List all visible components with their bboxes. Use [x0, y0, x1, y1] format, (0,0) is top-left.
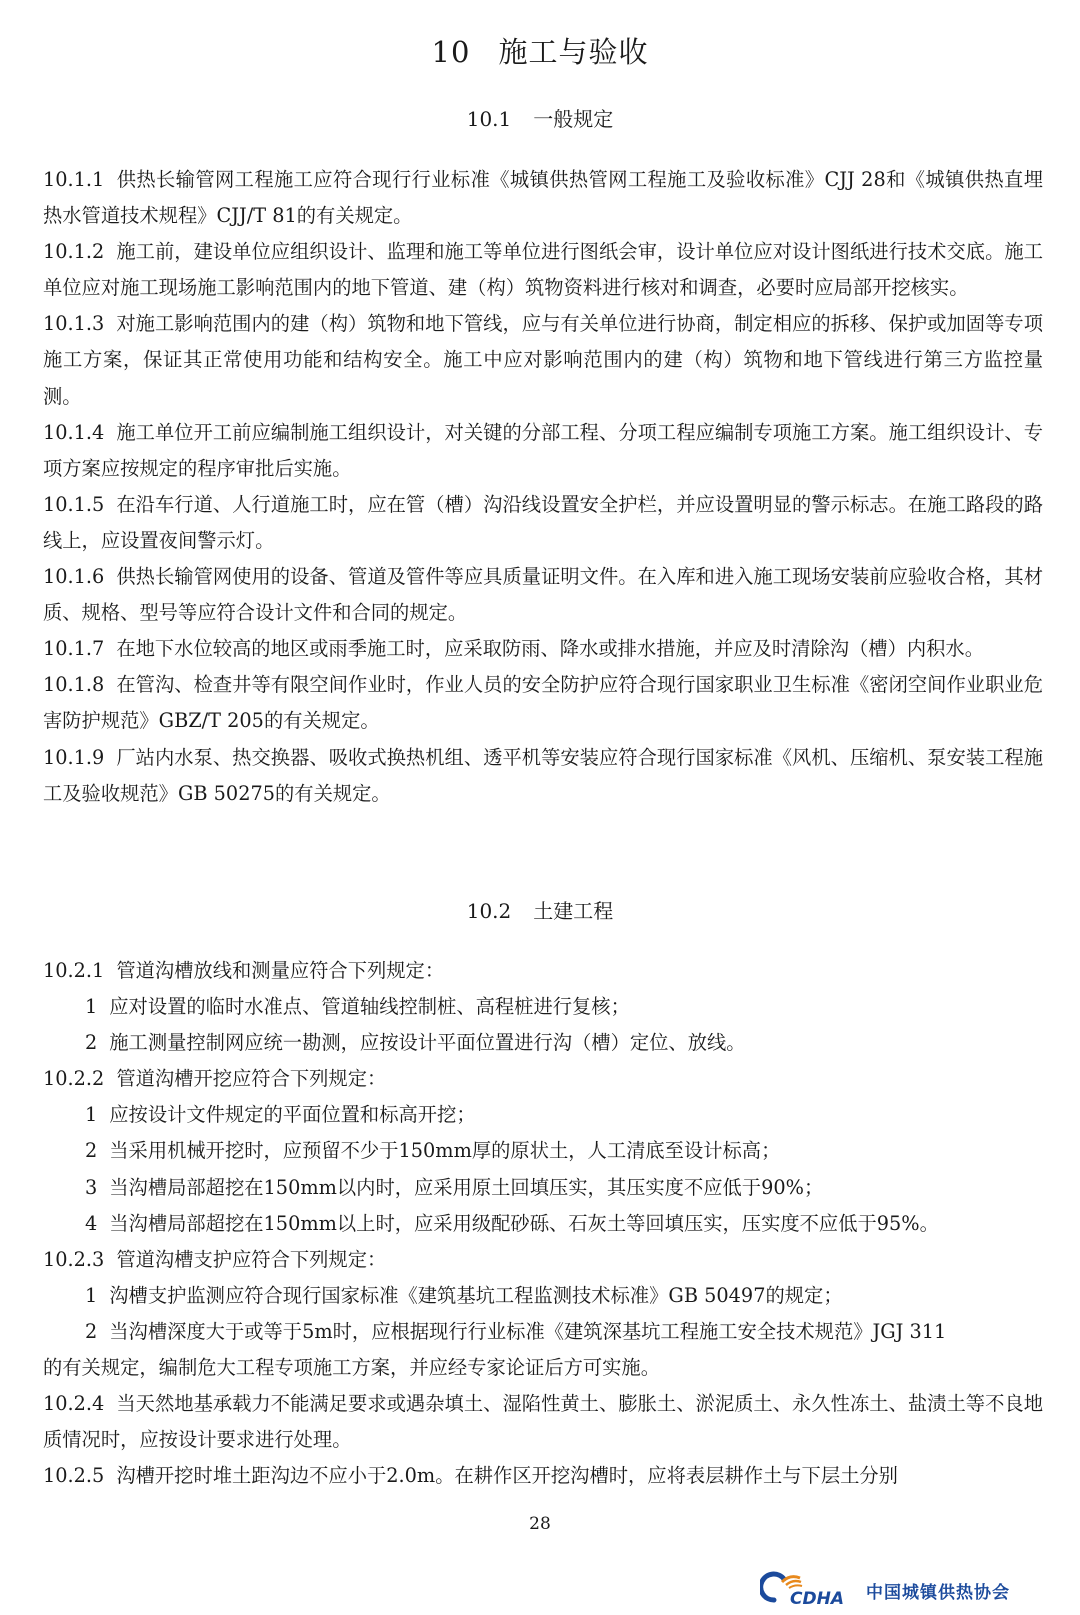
clause-number: 10.1.2 [43, 240, 105, 264]
list-item [43, 989, 1043, 1025]
clause-text: 在沿车行道、人行道施工时，应在管（槽）沟沿线设置安全护栏，并应设置明显的警示标志。在施工路段的路线上，应设置夜间警示灯。 [43, 492, 1043, 552]
section-title-text: 一般规定 [533, 107, 614, 131]
clause-text: 沟槽开挖时堆土距沟边不应小于2.0m。在耕作区开挖沟槽时，应将表层耕作土与下层土分别 [116, 1464, 898, 1488]
item-text: 当沟槽局部超挖在150mm以内时，应采用原土回填压实，其压实度不应低于90%； [109, 1175, 824, 1199]
clause-number: 10.2.3 [43, 1247, 105, 1271]
section-title-text: 土建工程 [533, 899, 614, 923]
clause-text: 施工前，建设单位应组织设计、监理和施工等单位进行图纸会审，设计单位应对设计图纸进行技术交底。施工单位应对施工现场施工影响范围内的地下管道、建（构）筑物资料进行核对和调查，必要时应局部开挖核实。 [43, 240, 1043, 300]
clause-10-1-3 [43, 306, 1043, 414]
clause-number: 10.1.6 [43, 565, 105, 589]
clause-text: 当天然地基承载力不能满足要求或遇杂填土、湿陷性黄土、膨胀土、淤泥质土、永久性冻土、盐渍土等不良地质情况时，应按设计要求进行处理。 [43, 1392, 1043, 1452]
item-text: 当沟槽局部超挖在150mm以上时，应采用级配砂砾、石灰土等回填压实，压实度不应低于95%。 [109, 1211, 939, 1235]
chapter-title [0, 30, 1080, 74]
clause-10-1-4 [43, 415, 1043, 487]
chapter-title-text: 施工与验收 [498, 35, 649, 69]
list-item [43, 1278, 1043, 1314]
item-number: 2 [85, 1031, 98, 1055]
clause-10-2-2 [43, 1061, 1043, 1097]
clause-10-1-6 [43, 559, 1043, 631]
clause-10-2-4 [43, 1386, 1043, 1458]
item-number: 3 [85, 1175, 98, 1199]
clause-10-2-5 [43, 1458, 1043, 1494]
item-text: 沟槽支护监测应符合现行国家标准《建筑基坑工程监测技术标准》GB 50497的规定； [109, 1283, 843, 1307]
clause-text: 在地下水位较高的地区或雨季施工时，应采取防雨、降水或排水措施，并应及时清除沟（槽）内积水。 [116, 637, 984, 661]
clause-text: 管道沟槽开挖应符合下列规定： [116, 1067, 387, 1091]
item-text: 施工测量控制网应统一勘测，应按设计平面位置进行沟（槽）定位、放线。 [109, 1031, 746, 1055]
clause-10-1-5 [43, 487, 1043, 559]
section-number: 10.1 [466, 107, 512, 131]
item-text: 当采用机械开挖时，应预留不少于150mm厚的原状土，人工清底至设计标高； [109, 1139, 781, 1163]
item-text: 当沟槽深度大于或等于5m时，应根据现行行业标准《建筑深基坑工程施工安全技术规范》JGJ 311 [109, 1319, 947, 1343]
item-number: 2 [85, 1319, 98, 1343]
clause-10-1-1 [43, 162, 1043, 234]
clause-text: 施工单位开工前应编制施工组织设计，对关键的分部工程、分项工程应编制专项施工方案。施工组织设计、专项方案应按规定的程序审批后实施。 [43, 420, 1043, 480]
list-item [43, 1314, 1043, 1350]
clause-number: 10.1.4 [43, 420, 105, 444]
list-item [43, 1097, 1043, 1133]
clause-number: 10.2.1 [43, 959, 105, 982]
clause-number: 10.1.7 [43, 637, 105, 661]
item-text: 应对设置的临时水准点、管道轴线控制桩、高程桩进行复核； [109, 995, 630, 1019]
item-number: 1 [85, 995, 98, 1019]
item-number: 1 [85, 1283, 98, 1307]
section-10-2-body [43, 953, 1043, 1494]
clause-number: 10.1.8 [43, 673, 105, 697]
chapter-number: 10 [431, 35, 471, 69]
section-number: 10.2 [466, 899, 512, 923]
page-number: 28 [529, 1514, 551, 1534]
logo-text: 中国城镇供热协会 [866, 1582, 1010, 1603]
clause-10-1-9 [43, 740, 1043, 812]
section-title-10-2 [0, 896, 1080, 926]
section-10-1-body [43, 162, 1043, 812]
clause-number: 10.2.2 [43, 1067, 105, 1091]
clause-number: 10.2.5 [43, 1464, 105, 1488]
item-number: 2 [85, 1139, 98, 1163]
item-number: 1 [85, 1103, 98, 1127]
list-item-continuation [43, 1350, 1043, 1386]
clause-number: 10.1.9 [43, 745, 105, 769]
list-item [43, 1206, 1043, 1242]
clause-text: 厂站内水泵、热交换器、吸收式换热机组、透平机等安装应符合现行国家标准《风机、压缩机、泵安装工程施工及验收规范》GB 50275的有关规定。 [43, 745, 1043, 805]
logo-letters: CDHA [790, 1589, 844, 1609]
clause-text: 供热长输管网使用的设备、管道及管件等应具质量证明文件。在入库和进入施工现场安装前应验收合格，其材质、规格、型号等应符合设计文件和合同的规定。 [43, 565, 1043, 625]
clause-text: 在管沟、检查井等有限空间作业时，作业人员的安全防护应符合现行国家职业卫生标准《密闭空间作业职业危害防护规范》GBZ/T 205的有关规定。 [43, 673, 1043, 733]
clause-10-2-1 [43, 953, 1043, 989]
clause-number: 10.1.3 [43, 312, 105, 336]
item-text: 应按设计文件规定的平面位置和标高开挖； [109, 1103, 476, 1127]
list-item [43, 1133, 1043, 1169]
clause-text: 管道沟槽放线和测量应符合下列规定： [116, 959, 445, 982]
clause-10-1-8 [43, 667, 1043, 739]
list-item [43, 1170, 1043, 1206]
cdha-emblem-icon [760, 1570, 860, 1610]
section-title-10-1 [0, 104, 1080, 134]
item-number: 4 [85, 1211, 98, 1235]
clause-10-2-3 [43, 1242, 1043, 1278]
clause-10-1-7 [43, 631, 1043, 667]
clause-10-1-2 [43, 234, 1043, 306]
cdha-logo [760, 1568, 1010, 1612]
item-text-continued: 的有关规定，编制危大工程专项施工方案，并应经专家论证后方可实施。 [43, 1356, 660, 1380]
clause-number: 10.1.1 [43, 168, 105, 191]
clause-number: 10.1.5 [43, 492, 105, 516]
clause-text: 管道沟槽支护应符合下列规定： [116, 1247, 387, 1271]
clause-number: 10.2.4 [43, 1392, 105, 1416]
clause-text: 供热长输管网工程施工应符合现行行业标准《城镇供热管网工程施工及验收标准》CJJ 28和《城镇供热直埋热水管道技术规程》CJJ/T 81的有关规定。 [43, 168, 1043, 228]
list-item [43, 1025, 1043, 1061]
clause-text: 对施工影响范围内的建（构）筑物和地下管线，应与有关单位进行协商，制定相应的拆移、保护或加固等专项施工方案，保证其正常使用功能和结构安全。施工中应对影响范围内的建（构）筑物和地下管线进行第三方监控量测。 [43, 312, 1043, 408]
